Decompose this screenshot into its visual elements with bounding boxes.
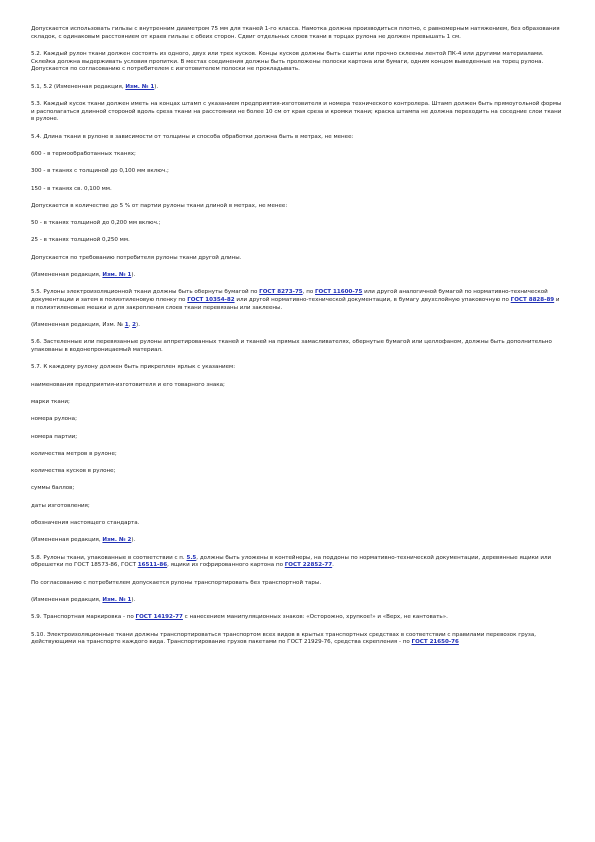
paragraph-text: 600 - в термообработанных тканях; [31,151,136,157]
paragraph-text: Допускается в количестве до 5 % от партии рулоны ткани длиной в метрах, не менее: [31,202,288,209]
paragraph-text: 5.3. Каждый кусок ткани должен иметь на концах штамп с указанием предприятия-изготовителя и номера технического контролера. Штамп должен быть прямоугольной формы и располагаться длинной стороной вдоль среза ткани на расстоянии не более 10 см от края среза и кромки ткани; краска штампа не должна переходить на соседние слои ткани в рулоне. [31,101,562,123]
paragraph-text: 5.5. Рулоны электроизоляционной ткани должны быть обернуты бумагой по [31,289,260,296]
reference-link[interactable]: 1 [124,322,129,329]
reference-link[interactable]: ГОСТ 14192-77 [135,614,183,621]
paragraph-text: (Измененная редакция, [31,596,103,603]
paragraph-text: 25 - в тканях толщиной 0,250 мм. [31,237,130,244]
paragraph-text: 5.4. Длина ткани в рулоне в зависимости от толщины и способа обработки должна быть в метрах, не менее: [31,133,354,140]
paragraph [31,255,564,263]
paragraph [31,485,564,493]
paragraph-text: 5.6. Застеленные или перевязанные рулоны аппретированных тканей и тканей на прямых замасливателях, обернутые бумагой или целлофаном, должны быть дополнительно упакованы в водонепроницаемый материал. [31,339,552,354]
paragraph [31,399,564,407]
reference-link[interactable]: ГОСТ 22852-77 [284,562,333,569]
paragraph [31,186,564,194]
paragraph [31,339,564,354]
paragraph [31,203,564,211]
paragraph [31,468,564,476]
paragraph-text: наименования предприятия-изготовителя и его товарного знака; [31,381,225,388]
reference-link[interactable]: Изм. № 1 [125,83,155,90]
paragraph-text: 300 - в тканях с толщиной до 0,100 мм включ.; [31,168,169,175]
paragraph-text: 5.8. Рулоны ткани, упакованные в соответствии с п. [31,554,187,561]
paragraph-text: Допускается по требованию потребителя рулоны ткани другой длины. [31,254,242,261]
reference-link[interactable]: Изм. № 2 [102,537,132,544]
paragraph-text: ). [131,596,136,603]
paragraph-text: По согласованию с потребителем допускается рулоны транспортировать без транспортной тары. [31,579,322,586]
paragraph-text: ). [154,83,159,90]
paragraph [31,632,564,647]
paragraph-text: 5.9. Транспортная маркировка - по [31,614,136,621]
paragraph-text: количества кусков в рулоне; [31,468,116,475]
paragraph [31,555,564,570]
reference-link[interactable]: Изм. № 1 [102,272,132,279]
paragraph [31,382,564,390]
paragraph [31,580,564,588]
reference-link[interactable]: 2 [132,322,137,329]
reference-link[interactable]: 16511-86 [137,562,168,569]
paragraph [31,134,564,142]
paragraph-text: ). [131,272,136,279]
paragraph [31,26,564,41]
paragraph-text: ). [136,322,140,329]
paragraph-text: суммы баллов; [31,485,75,492]
paragraph-text: количества метров в рулоне; [31,450,117,457]
paragraph [31,101,564,124]
paragraph [31,597,564,605]
paragraph-text: или другой нормативно-технической документации, в бумагу двухслойную упаковочную по [234,297,511,304]
paragraph-text: 50 - в тканях толщиной до 0,200 мм включ.; [31,220,161,227]
paragraph [31,289,564,312]
paragraph [31,322,564,330]
paragraph-text: 5.1, 5.2 (Измененная редакция, [31,83,126,90]
paragraph-text: ). [131,537,136,544]
paragraph [31,520,564,528]
paragraph-text: 5.10. Электроизоляционные ткани должны транспортироваться транспортом всех видов в крытых транспортных средствах в соответствии с правилами перевозок груза, действующими на транспорте каждого вида. Транспортирование грузов пакетами по ГОСТ 21929-76, средства скрепления - по [31,631,537,646]
paragraph [31,451,564,459]
reference-link[interactable]: 5.5 [186,554,197,561]
paragraph-text: (Измененная редакция, Изм. № [31,322,125,329]
paragraph [31,272,564,280]
reference-link[interactable]: ГОСТ 8273-75 [259,289,303,296]
reference-link[interactable]: ГОСТ 10354-82 [187,297,235,304]
paragraph-text: (Измененная редакция, [31,537,103,544]
paragraph [31,237,564,245]
paragraph [31,84,564,92]
document-body [31,26,564,657]
paragraph [31,364,564,372]
paragraph-text: , по [302,289,315,296]
paragraph-text: Допускается использовать гильзы с внутренним диаметром 75 мм для тканей 1-го класса. Намотка должна производиться плотно, с равномерным натяжением, без образования складок, с одинаковым расстоянием от краев гильзы с обеих сторон. Сдвиг отдельных слоев ткани в торцах рулона не должен превышать 1 см. [31,26,560,40]
paragraph-text: и в полиэтиленовые мешки и для закрепления слоев ткани перевязаны или заклеены. [31,297,560,311]
reference-link[interactable]: ГОСТ 21650-76 [411,639,459,646]
paragraph [31,434,564,442]
paragraph [31,503,564,511]
paragraph-text: 150 - в тканях св. 0,100 мм. [31,185,112,192]
paragraph-text: 5.2. Каждый рулон ткани должен состоять из одного, двух или трех кусков. Концы кусков должны быть сшиты или прочно склеены лентой ПК-4 или другими материалами. Склейка должна выдерживать условия пропитки. В местах соединения должны быть проложены полоски картона или бумаги, одним концом выведенные на торец рулона. Допускается по согласованию с потребителем с изготовителем полоски не прокладывать. [31,51,544,73]
paragraph-text: обозначения настоящего стандарта. [31,520,140,527]
paragraph-text: или другой аналогичной бумагой по нормативно-технической документации и затем в полиэтиленовую пленку по [31,289,548,304]
reference-link[interactable]: Изм. № 1 [102,596,132,603]
paragraph [31,220,564,228]
paragraph-text: , [128,322,133,329]
paragraph [31,51,564,74]
paragraph-text: , ящики из гофрированного картона по [167,562,285,569]
paragraph [31,151,564,159]
reference-link[interactable]: ГОСТ 8828-89 [510,297,555,304]
paragraph-text: с нанесением манипуляционных знаков: «Осторожно, хрупкое!» и «Верх, не кантовать». [182,614,448,621]
paragraph-text: номера рулона; [31,416,77,423]
paragraph [31,416,564,424]
paragraph-text: марки ткани; [31,398,70,405]
paragraph-text: . [332,562,334,569]
paragraph-text: , должны быть уложены в контейнеры, на поддоны по нормативно-технической документации, деревянные ящики или обрешетки по ГОСТ 18573-86, ГОСТ [31,554,552,569]
paragraph [31,168,564,176]
paragraph-text: (Измененная редакция, [31,272,103,279]
paragraph [31,537,564,545]
paragraph-text: 5.7. К каждому рулону должен быть прикреплен ярлык с указанием: [31,364,236,371]
reference-link[interactable]: ГОСТ 11600-75 [314,289,363,296]
paragraph-text: даты изготовления; [31,502,90,509]
paragraph [31,614,564,622]
paragraph-text: номера партии; [31,433,78,440]
